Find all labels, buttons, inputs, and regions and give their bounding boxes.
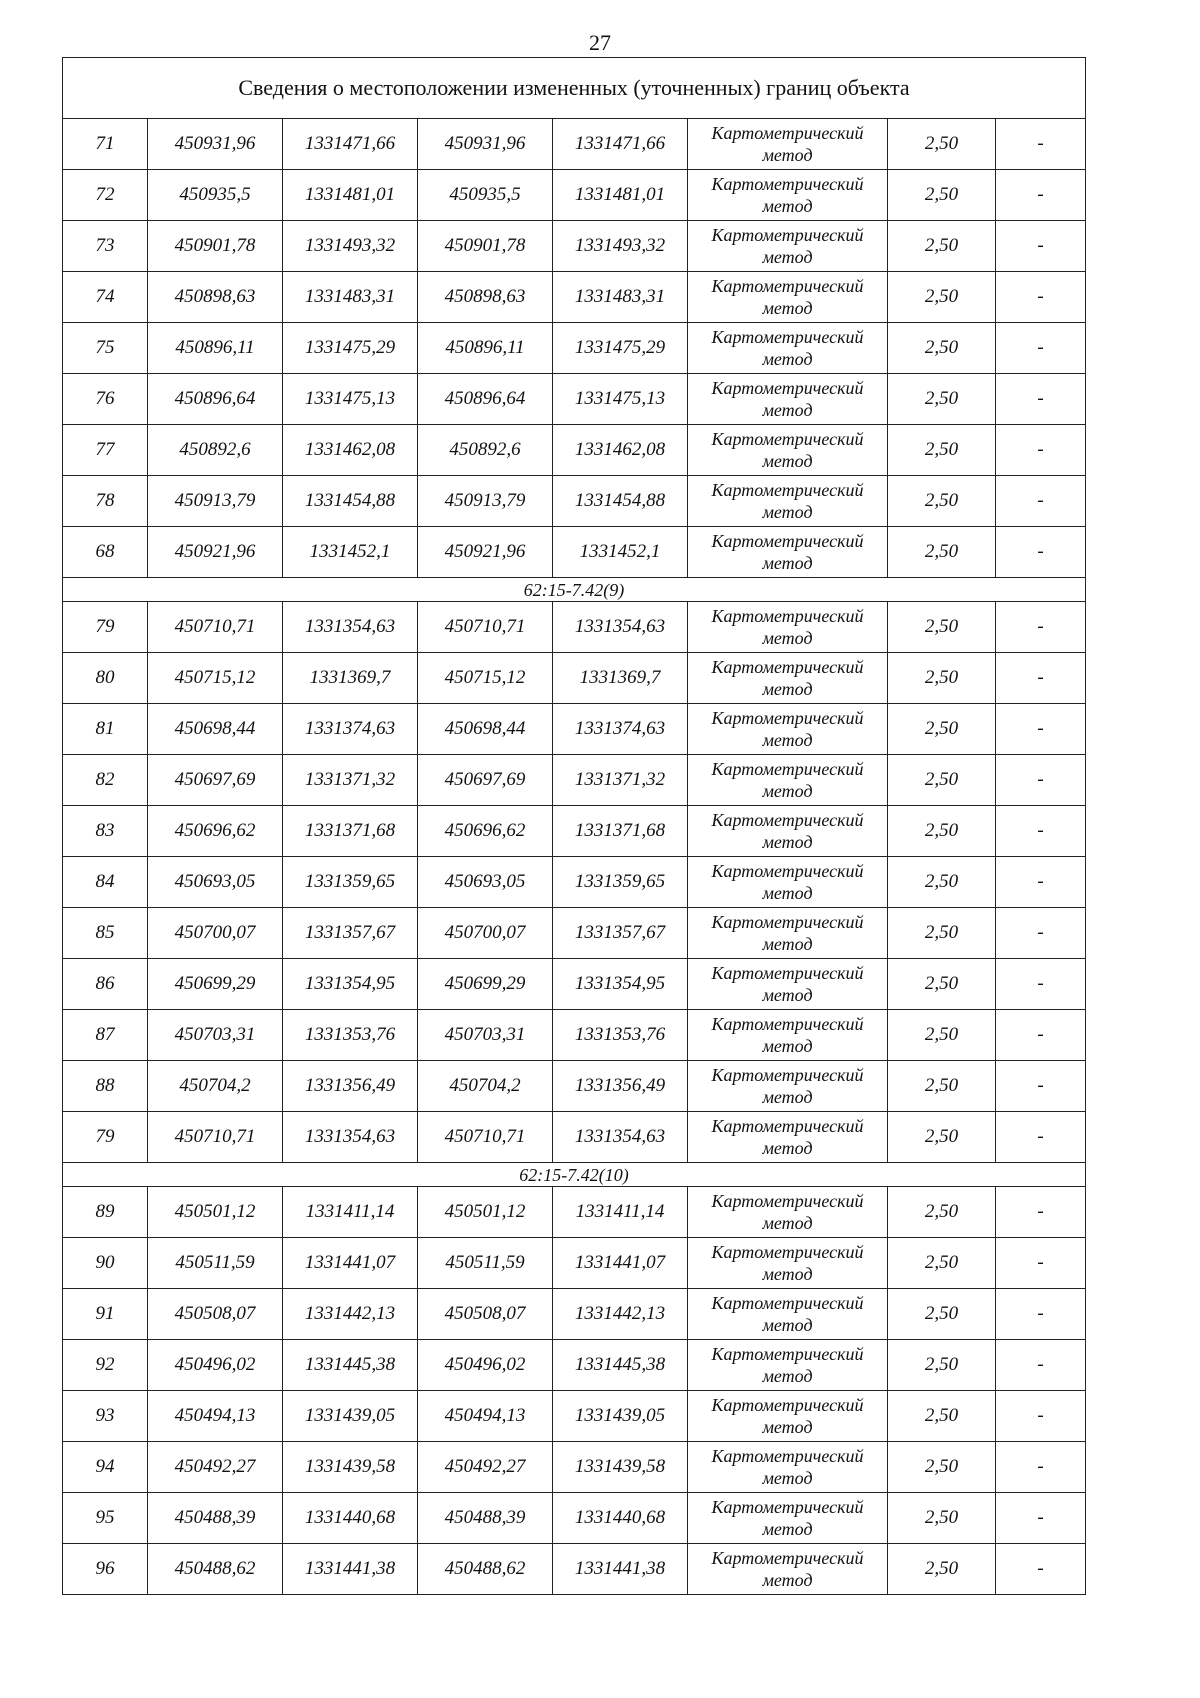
cell-point-number: 89	[63, 1187, 148, 1238]
cell-existing-x: 450710,71	[148, 1112, 283, 1163]
cell-method: Картометрический метод	[688, 1289, 888, 1340]
cell-method: Картометрический метод	[688, 1010, 888, 1061]
cell-existing-x: 450898,63	[148, 272, 283, 323]
cell-method: Картометрический метод	[688, 272, 888, 323]
cell-existing-x: 450501,12	[148, 1187, 283, 1238]
cell-existing-x: 450696,62	[148, 806, 283, 857]
cell-existing-y: 1331439,58	[283, 1442, 418, 1493]
cell-point-number: 86	[63, 959, 148, 1010]
cell-description: -	[996, 1493, 1086, 1544]
cell-accuracy: 2,50	[888, 1238, 996, 1289]
cell-method: Картометрический метод	[688, 527, 888, 578]
cell-point-number: 68	[63, 527, 148, 578]
cell-point-number: 77	[63, 425, 148, 476]
cell-new-y: 1331462,08	[553, 425, 688, 476]
cell-method: Картометрический метод	[688, 857, 888, 908]
cell-description: -	[996, 1442, 1086, 1493]
cell-existing-x: 450698,44	[148, 704, 283, 755]
cell-new-x: 450492,27	[418, 1442, 553, 1493]
cell-new-y: 1331374,63	[553, 704, 688, 755]
cell-new-x: 450508,07	[418, 1289, 553, 1340]
cell-method: Картометрический метод	[688, 221, 888, 272]
cell-existing-y: 1331354,63	[283, 602, 418, 653]
cell-new-y: 1331371,32	[553, 755, 688, 806]
cell-new-y: 1331440,68	[553, 1493, 688, 1544]
cell-existing-y: 1331462,08	[283, 425, 418, 476]
cell-new-y: 1331483,31	[553, 272, 688, 323]
cell-new-x: 450913,79	[418, 476, 553, 527]
cell-existing-x: 450494,13	[148, 1391, 283, 1442]
cell-accuracy: 2,50	[888, 272, 996, 323]
cell-new-y: 1331359,65	[553, 857, 688, 908]
cell-method: Картометрический метод	[688, 1391, 888, 1442]
cell-accuracy: 2,50	[888, 476, 996, 527]
cell-point-number: 83	[63, 806, 148, 857]
cell-description: -	[996, 323, 1086, 374]
cell-accuracy: 2,50	[888, 1112, 996, 1163]
cell-existing-y: 1331493,32	[283, 221, 418, 272]
cell-point-number: 71	[63, 119, 148, 170]
cell-new-x: 450700,07	[418, 908, 553, 959]
cell-new-y: 1331411,14	[553, 1187, 688, 1238]
cell-new-x: 450896,11	[418, 323, 553, 374]
cell-new-y: 1331439,05	[553, 1391, 688, 1442]
cell-existing-x: 450704,2	[148, 1061, 283, 1112]
cell-new-x: 450704,2	[418, 1061, 553, 1112]
cell-existing-x: 450935,5	[148, 170, 283, 221]
cell-method: Картометрический метод	[688, 704, 888, 755]
cell-description: -	[996, 1112, 1086, 1163]
section-label: 62:15-7.42(9)	[63, 578, 1086, 602]
cell-description: -	[996, 272, 1086, 323]
table-row	[63, 806, 1086, 857]
cell-new-x: 450488,62	[418, 1544, 553, 1595]
cell-new-y: 1331442,13	[553, 1289, 688, 1340]
table-row	[63, 1442, 1086, 1493]
cell-new-x: 450935,5	[418, 170, 553, 221]
cell-new-y: 1331354,95	[553, 959, 688, 1010]
cell-method: Картометрический метод	[688, 1493, 888, 1544]
cell-accuracy: 2,50	[888, 806, 996, 857]
cell-new-y: 1331481,01	[553, 170, 688, 221]
cell-existing-y: 1331371,32	[283, 755, 418, 806]
cell-existing-y: 1331359,65	[283, 857, 418, 908]
table-row	[63, 119, 1086, 170]
table-title-row	[63, 58, 1086, 119]
section-header-row	[63, 578, 1086, 602]
table-row	[63, 1010, 1086, 1061]
cell-existing-x: 450710,71	[148, 602, 283, 653]
cell-new-x: 450696,62	[418, 806, 553, 857]
cell-method: Картометрический метод	[688, 476, 888, 527]
cell-accuracy: 2,50	[888, 170, 996, 221]
cell-new-y: 1331471,66	[553, 119, 688, 170]
cell-new-y: 1331353,76	[553, 1010, 688, 1061]
cell-point-number: 88	[63, 1061, 148, 1112]
cell-description: -	[996, 170, 1086, 221]
cell-new-y: 1331441,07	[553, 1238, 688, 1289]
table-row	[63, 602, 1086, 653]
cell-existing-y: 1331357,67	[283, 908, 418, 959]
cell-accuracy: 2,50	[888, 959, 996, 1010]
cell-description: -	[996, 1010, 1086, 1061]
cell-existing-y: 1331454,88	[283, 476, 418, 527]
cell-method: Картометрический метод	[688, 119, 888, 170]
table-row	[63, 1289, 1086, 1340]
cell-new-y: 1331439,58	[553, 1442, 688, 1493]
cell-new-y: 1331356,49	[553, 1061, 688, 1112]
cell-existing-y: 1331445,38	[283, 1340, 418, 1391]
table-row	[63, 1112, 1086, 1163]
cell-existing-x: 450901,78	[148, 221, 283, 272]
cell-existing-y: 1331371,68	[283, 806, 418, 857]
cell-new-x: 450494,13	[418, 1391, 553, 1442]
cell-new-x: 450710,71	[418, 602, 553, 653]
cell-existing-x: 450496,02	[148, 1340, 283, 1391]
table-row	[63, 425, 1086, 476]
cell-new-x: 450699,29	[418, 959, 553, 1010]
cell-new-y: 1331357,67	[553, 908, 688, 959]
table-body	[63, 58, 1086, 1595]
table-row	[63, 374, 1086, 425]
cell-new-x: 450896,64	[418, 374, 553, 425]
cell-point-number: 91	[63, 1289, 148, 1340]
cell-method: Картометрический метод	[688, 602, 888, 653]
cell-description: -	[996, 374, 1086, 425]
cell-accuracy: 2,50	[888, 527, 996, 578]
cell-description: -	[996, 1289, 1086, 1340]
cell-new-x: 450693,05	[418, 857, 553, 908]
cell-existing-y: 1331374,63	[283, 704, 418, 755]
cell-new-y: 1331354,63	[553, 1112, 688, 1163]
cell-accuracy: 2,50	[888, 1340, 996, 1391]
cell-description: -	[996, 908, 1086, 959]
cell-accuracy: 2,50	[888, 1010, 996, 1061]
table-row	[63, 323, 1086, 374]
cell-accuracy: 2,50	[888, 1289, 996, 1340]
cell-new-y: 1331475,13	[553, 374, 688, 425]
cell-new-x: 450892,6	[418, 425, 553, 476]
cell-new-y: 1331441,38	[553, 1544, 688, 1595]
cell-point-number: 73	[63, 221, 148, 272]
cell-point-number: 74	[63, 272, 148, 323]
cell-accuracy: 2,50	[888, 602, 996, 653]
cell-description: -	[996, 221, 1086, 272]
cell-description: -	[996, 1238, 1086, 1289]
cell-method: Картометрический метод	[688, 1544, 888, 1595]
table-row	[63, 527, 1086, 578]
cell-new-x: 450921,96	[418, 527, 553, 578]
cell-method: Картометрический метод	[688, 1112, 888, 1163]
cell-description: -	[996, 1340, 1086, 1391]
cell-existing-y: 1331439,05	[283, 1391, 418, 1442]
table-row	[63, 704, 1086, 755]
cell-existing-x: 450511,59	[148, 1238, 283, 1289]
cell-existing-x: 450697,69	[148, 755, 283, 806]
table-row	[63, 272, 1086, 323]
cell-description: -	[996, 119, 1086, 170]
cell-new-y: 1331369,7	[553, 653, 688, 704]
cell-existing-x: 450492,27	[148, 1442, 283, 1493]
cell-new-x: 450715,12	[418, 653, 553, 704]
cell-description: -	[996, 1544, 1086, 1595]
cell-point-number: 84	[63, 857, 148, 908]
table-row	[63, 908, 1086, 959]
cell-new-y: 1331354,63	[553, 602, 688, 653]
boundary-coordinates-table	[62, 57, 1086, 1595]
cell-description: -	[996, 959, 1086, 1010]
cell-accuracy: 2,50	[888, 1391, 996, 1442]
cell-accuracy: 2,50	[888, 374, 996, 425]
cell-description: -	[996, 602, 1086, 653]
table-row	[63, 857, 1086, 908]
table-row	[63, 1544, 1086, 1595]
cell-existing-y: 1331471,66	[283, 119, 418, 170]
cell-accuracy: 2,50	[888, 1442, 996, 1493]
cell-method: Картометрический метод	[688, 1238, 888, 1289]
cell-accuracy: 2,50	[888, 1544, 996, 1595]
cell-description: -	[996, 527, 1086, 578]
table-row	[63, 653, 1086, 704]
cell-method: Картометрический метод	[688, 1061, 888, 1112]
cell-point-number: 94	[63, 1442, 148, 1493]
cell-method: Картометрический метод	[688, 1187, 888, 1238]
cell-accuracy: 2,50	[888, 1061, 996, 1112]
cell-description: -	[996, 1391, 1086, 1442]
cell-new-x: 450501,12	[418, 1187, 553, 1238]
table-row	[63, 1238, 1086, 1289]
table-row	[63, 1340, 1086, 1391]
cell-description: -	[996, 704, 1086, 755]
cell-accuracy: 2,50	[888, 323, 996, 374]
cell-point-number: 78	[63, 476, 148, 527]
section-header-row	[63, 1163, 1086, 1187]
cell-point-number: 90	[63, 1238, 148, 1289]
cell-new-x: 450496,02	[418, 1340, 553, 1391]
cell-method: Картометрический метод	[688, 908, 888, 959]
cell-existing-x: 450892,6	[148, 425, 283, 476]
table-row	[63, 221, 1086, 272]
cell-accuracy: 2,50	[888, 221, 996, 272]
cell-existing-x: 450488,62	[148, 1544, 283, 1595]
cell-accuracy: 2,50	[888, 857, 996, 908]
cell-new-x: 450931,96	[418, 119, 553, 170]
cell-accuracy: 2,50	[888, 119, 996, 170]
cell-point-number: 76	[63, 374, 148, 425]
cell-existing-y: 1331369,7	[283, 653, 418, 704]
cell-existing-y: 1331475,29	[283, 323, 418, 374]
cell-existing-x: 450921,96	[148, 527, 283, 578]
cell-description: -	[996, 857, 1086, 908]
table-title: Сведения о местоположении измененных (уточненных) границ объекта	[63, 58, 1086, 119]
cell-existing-x: 450913,79	[148, 476, 283, 527]
cell-description: -	[996, 476, 1086, 527]
cell-existing-y: 1331441,38	[283, 1544, 418, 1595]
cell-existing-x: 450700,07	[148, 908, 283, 959]
cell-point-number: 93	[63, 1391, 148, 1442]
cell-existing-y: 1331452,1	[283, 527, 418, 578]
cell-new-x: 450511,59	[418, 1238, 553, 1289]
cell-existing-y: 1331356,49	[283, 1061, 418, 1112]
cell-point-number: 95	[63, 1493, 148, 1544]
cell-method: Картометрический метод	[688, 323, 888, 374]
cell-new-x: 450898,63	[418, 272, 553, 323]
cell-method: Картометрический метод	[688, 1340, 888, 1391]
cell-existing-x: 450896,64	[148, 374, 283, 425]
page-number: 27	[589, 30, 611, 55]
cell-accuracy: 2,50	[888, 653, 996, 704]
cell-existing-x: 450703,31	[148, 1010, 283, 1061]
cell-new-x: 450697,69	[418, 755, 553, 806]
cell-method: Картометрический метод	[688, 1442, 888, 1493]
cell-accuracy: 2,50	[888, 908, 996, 959]
cell-existing-y: 1331475,13	[283, 374, 418, 425]
cell-accuracy: 2,50	[888, 704, 996, 755]
table-row	[63, 1187, 1086, 1238]
table-row	[63, 1493, 1086, 1544]
cell-new-x: 450703,31	[418, 1010, 553, 1061]
cell-description: -	[996, 653, 1086, 704]
cell-accuracy: 2,50	[888, 1187, 996, 1238]
cell-description: -	[996, 425, 1086, 476]
cell-point-number: 80	[63, 653, 148, 704]
cell-method: Картометрический метод	[688, 755, 888, 806]
cell-point-number: 87	[63, 1010, 148, 1061]
cell-new-y: 1331493,32	[553, 221, 688, 272]
cell-existing-y: 1331354,63	[283, 1112, 418, 1163]
cell-existing-y: 1331440,68	[283, 1493, 418, 1544]
cell-point-number: 96	[63, 1544, 148, 1595]
cell-method: Картометрический метод	[688, 170, 888, 221]
cell-description: -	[996, 755, 1086, 806]
cell-existing-x: 450715,12	[148, 653, 283, 704]
cell-point-number: 85	[63, 908, 148, 959]
table-row	[63, 170, 1086, 221]
cell-point-number: 82	[63, 755, 148, 806]
cell-point-number: 72	[63, 170, 148, 221]
cell-point-number: 79	[63, 602, 148, 653]
cell-method: Картометрический метод	[688, 425, 888, 476]
cell-description: -	[996, 806, 1086, 857]
table-row	[63, 959, 1086, 1010]
table-row	[63, 476, 1086, 527]
cell-new-y: 1331475,29	[553, 323, 688, 374]
cell-existing-y: 1331483,31	[283, 272, 418, 323]
cell-existing-y: 1331441,07	[283, 1238, 418, 1289]
cell-method: Картометрический метод	[688, 653, 888, 704]
cell-new-y: 1331452,1	[553, 527, 688, 578]
cell-existing-x: 450508,07	[148, 1289, 283, 1340]
cell-new-y: 1331454,88	[553, 476, 688, 527]
cell-new-x: 450698,44	[418, 704, 553, 755]
cell-point-number: 75	[63, 323, 148, 374]
cell-new-y: 1331371,68	[553, 806, 688, 857]
cell-description: -	[996, 1187, 1086, 1238]
cell-new-x: 450488,39	[418, 1493, 553, 1544]
cell-existing-y: 1331354,95	[283, 959, 418, 1010]
table-row	[63, 1061, 1086, 1112]
cell-new-x: 450901,78	[418, 221, 553, 272]
table-row	[63, 755, 1086, 806]
cell-point-number: 79	[63, 1112, 148, 1163]
cell-existing-x: 450931,96	[148, 119, 283, 170]
cell-existing-x: 450699,29	[148, 959, 283, 1010]
cell-point-number: 92	[63, 1340, 148, 1391]
cell-new-x: 450710,71	[418, 1112, 553, 1163]
cell-existing-y: 1331442,13	[283, 1289, 418, 1340]
cell-accuracy: 2,50	[888, 425, 996, 476]
cell-accuracy: 2,50	[888, 1493, 996, 1544]
cell-method: Картометрический метод	[688, 374, 888, 425]
section-label: 62:15-7.42(10)	[63, 1163, 1086, 1187]
cell-description: -	[996, 1061, 1086, 1112]
cell-existing-x: 450896,11	[148, 323, 283, 374]
cell-new-y: 1331445,38	[553, 1340, 688, 1391]
cell-accuracy: 2,50	[888, 755, 996, 806]
cell-existing-y: 1331481,01	[283, 170, 418, 221]
table-row	[63, 1391, 1086, 1442]
cell-existing-x: 450693,05	[148, 857, 283, 908]
cell-existing-y: 1331411,14	[283, 1187, 418, 1238]
cell-existing-x: 450488,39	[148, 1493, 283, 1544]
cell-method: Картометрический метод	[688, 806, 888, 857]
cell-existing-y: 1331353,76	[283, 1010, 418, 1061]
cell-method: Картометрический метод	[688, 959, 888, 1010]
cell-point-number: 81	[63, 704, 148, 755]
